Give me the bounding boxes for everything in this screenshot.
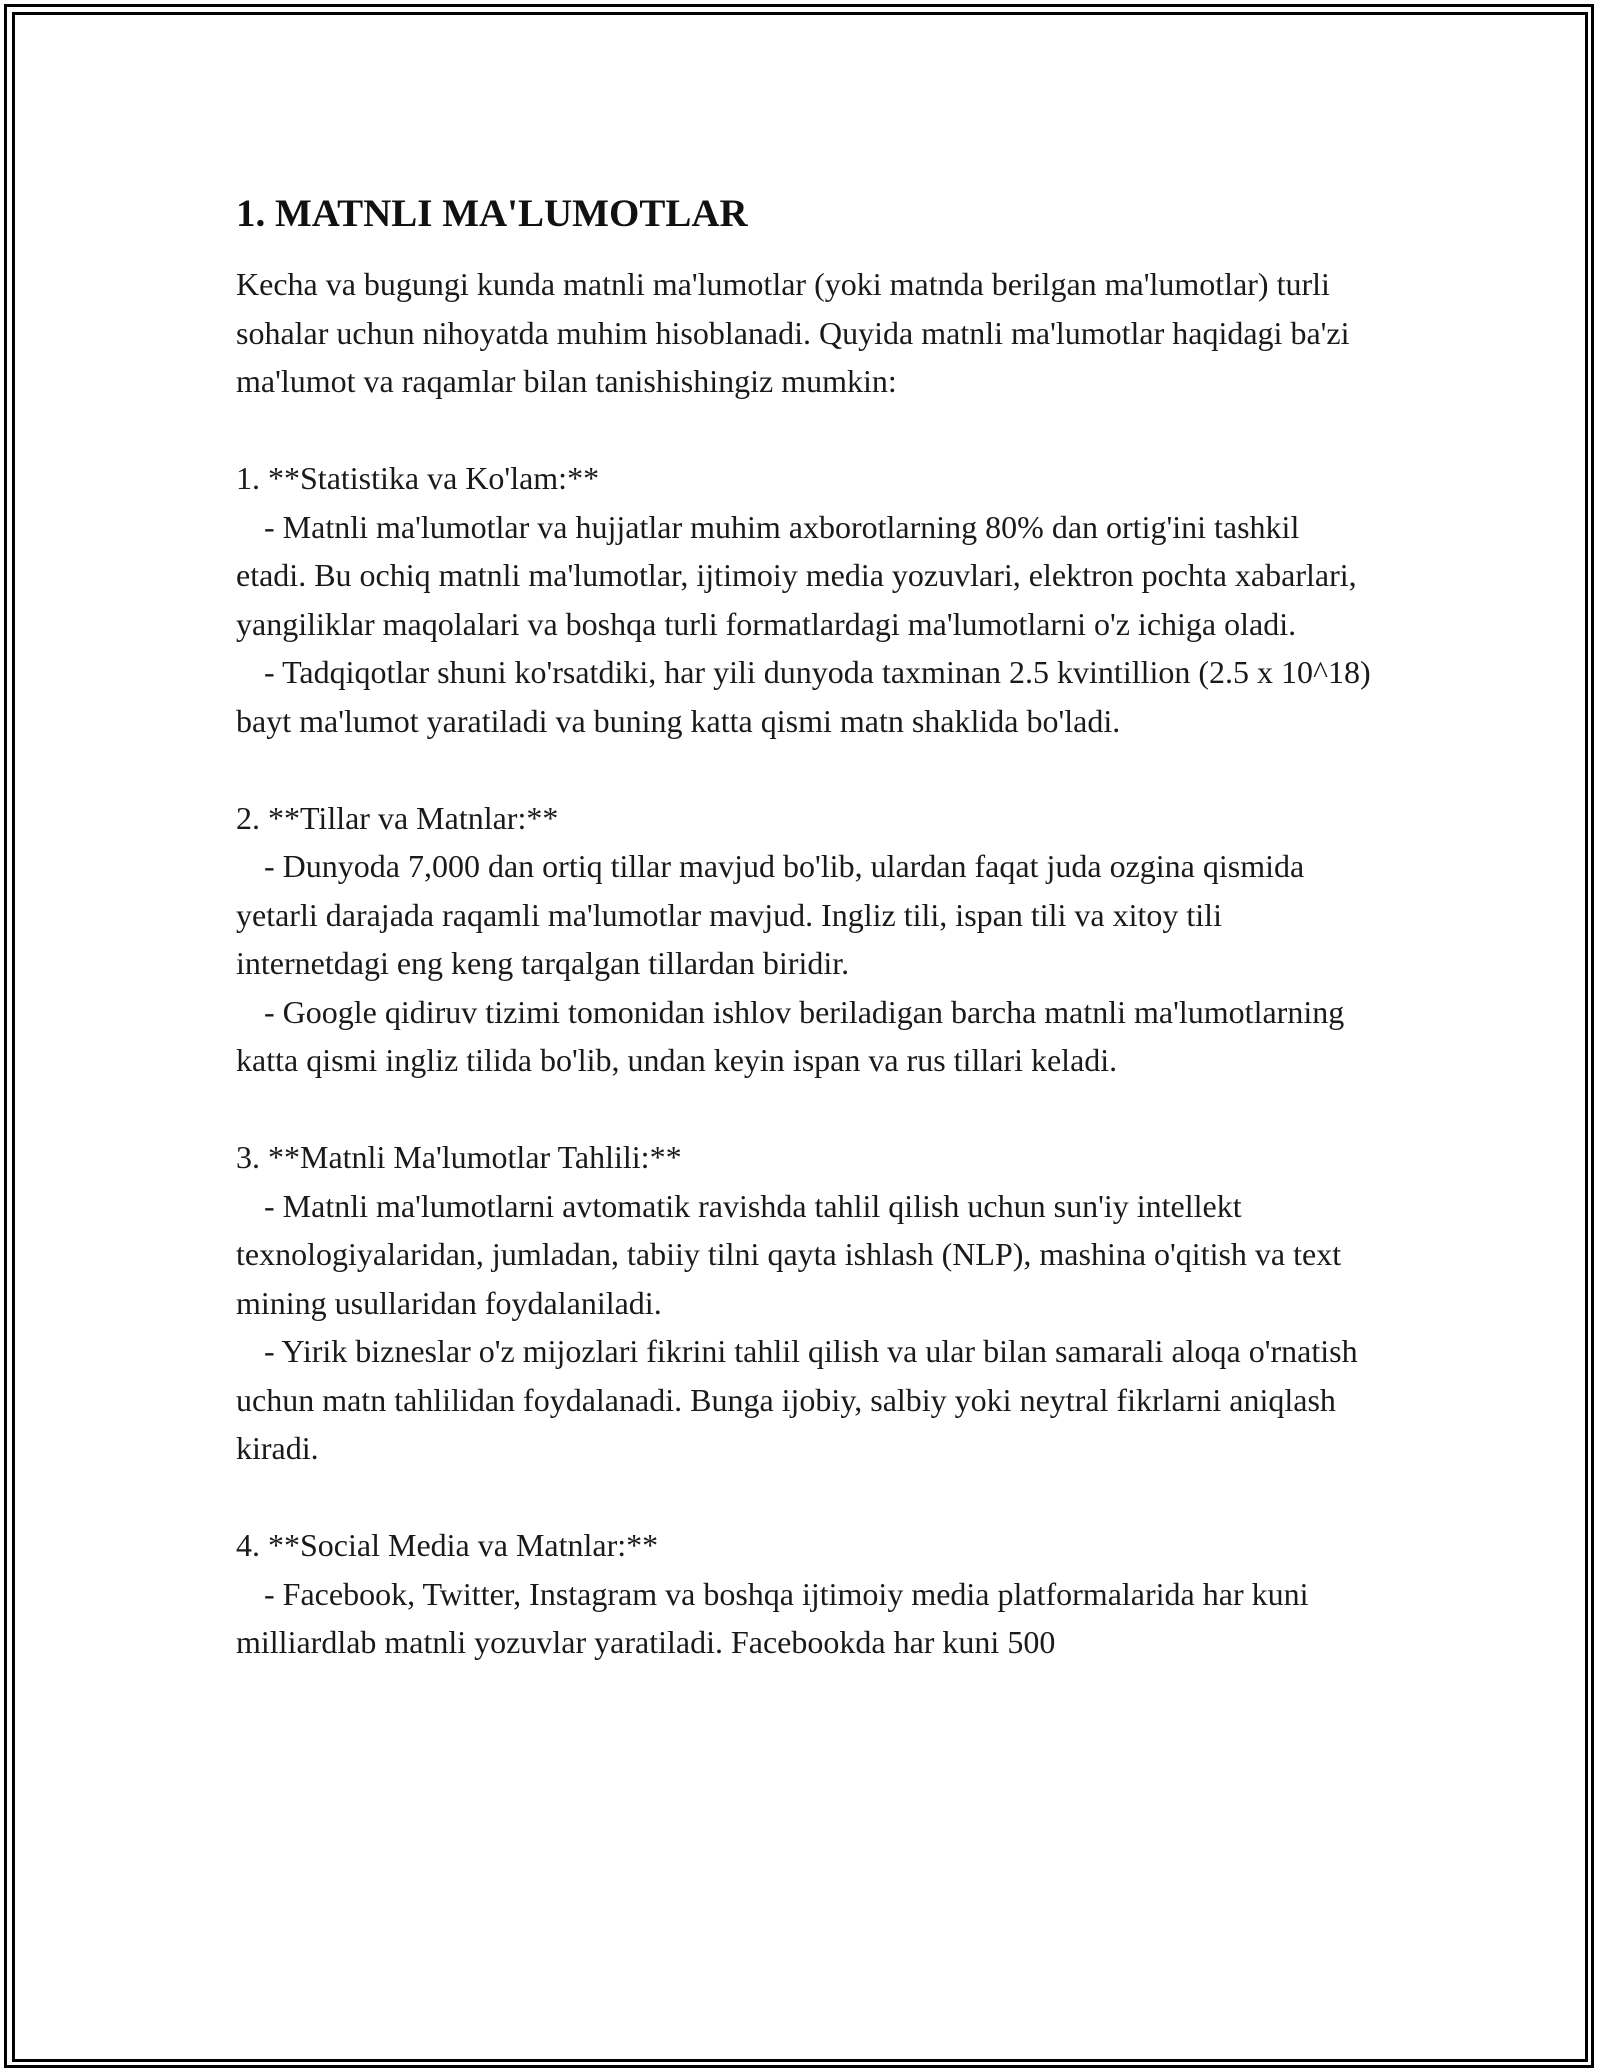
- section-title: 3. **Matnli Ma'lumotlar Tahlili:**: [236, 1139, 682, 1175]
- section-title: 2. **Tillar va Matnlar:**: [236, 799, 559, 836]
- bullet-item: - Dunyoda 7,000 dan ortiq tillar mavjud bo'lib, ulardan faqat juda ozgina qismida yetarli darajada raqamli ma'lumotlar mavjud. Ingliz tili, ispan tili va xitoy tili internetdagi eng keng tarqalgan tillardan biridir.: [236, 848, 1305, 981]
- section-analysis: [236, 1133, 1376, 1473]
- bullet-item: - Matnli ma'lumotlarni avtomatik ravishda tahlil qilish uchun sun'iy intellekt texnologiyalaridan, jumladan, tabiiy tilni qayta ishlash (NLP), mashina o'qitish va text mining usullaridan foydalaniladi.: [236, 1187, 1342, 1321]
- bullet-item: - Yirik bizneslar o'z mijozlari fikrini tahlil qilish va ular bilan samarali aloqa o'rnatish uchun matn tahlilidan foydalanadi. Bunga ijobiy, salbiy yoki neytral fikrlarni aniqlash kiradi.: [236, 1333, 1358, 1466]
- intro-paragraph: Kecha va bugungi kunda matnli ma'lumotlar (yoki matnda berilgan ma'lumotlar) turli sohalar uchun nihoyatda muhim hisoblanadi. Quyida matnli ma'lumotlar haqidagi ba'zi ma'lumot va raqamlar bilan tanishishingiz mumkin:: [236, 266, 1358, 399]
- section-statistics: [236, 454, 1376, 745]
- bullet-item: - Tadqiqotlar shuni ko'rsatdiki, har yili dunyoda taxminan 2.5 kvintillion (2.5 x 10^18) bayt ma'lumot yaratiladi va buning katta qismi matn shaklida bo'ladi.: [236, 654, 1371, 739]
- spacer: [236, 745, 1376, 794]
- spacer: [236, 1473, 1376, 1522]
- bullet-item: - Facebook, Twitter, Instagram va boshqa ijtimoiy media platformalarida har kuni milliardlab matnli yozuvlar yaratiladi. Facebookda har kuni 500: [236, 1575, 1309, 1660]
- section-languages: [236, 794, 1376, 1085]
- bullet-item: - Google qidiruv tizimi tomonidan ishlov beriladigan barcha matnli ma'lumotlarning katta qismi ingliz tilida bo'lib, undan keyin ispan va rus tillari keladi.: [236, 993, 1345, 1078]
- spacer: [236, 406, 1376, 455]
- bullet-item: - Matnli ma'lumotlar va hujjatlar muhim axborotlarning 80% dan ortig'ini tashkil etadi. Bu ochiq matnli ma'lumotlar, ijtimoiy media yozuvlari, elektron pochta xabarlari, yangiliklar maqolalari va boshqa turli formatlardagi ma'lumotlarni o'z ichiga oladi.: [236, 508, 1357, 642]
- section-social-media: [236, 1521, 1376, 1667]
- section-title: 1. **Statistika va Ko'lam:**: [236, 460, 600, 496]
- section-title: 4. **Social Media va Matnlar:**: [236, 1527, 659, 1563]
- spacer: [236, 1085, 1376, 1134]
- document-body: [236, 188, 1376, 1667]
- page-title: 1. MATNLI MA'LUMOTLAR: [236, 192, 748, 235]
